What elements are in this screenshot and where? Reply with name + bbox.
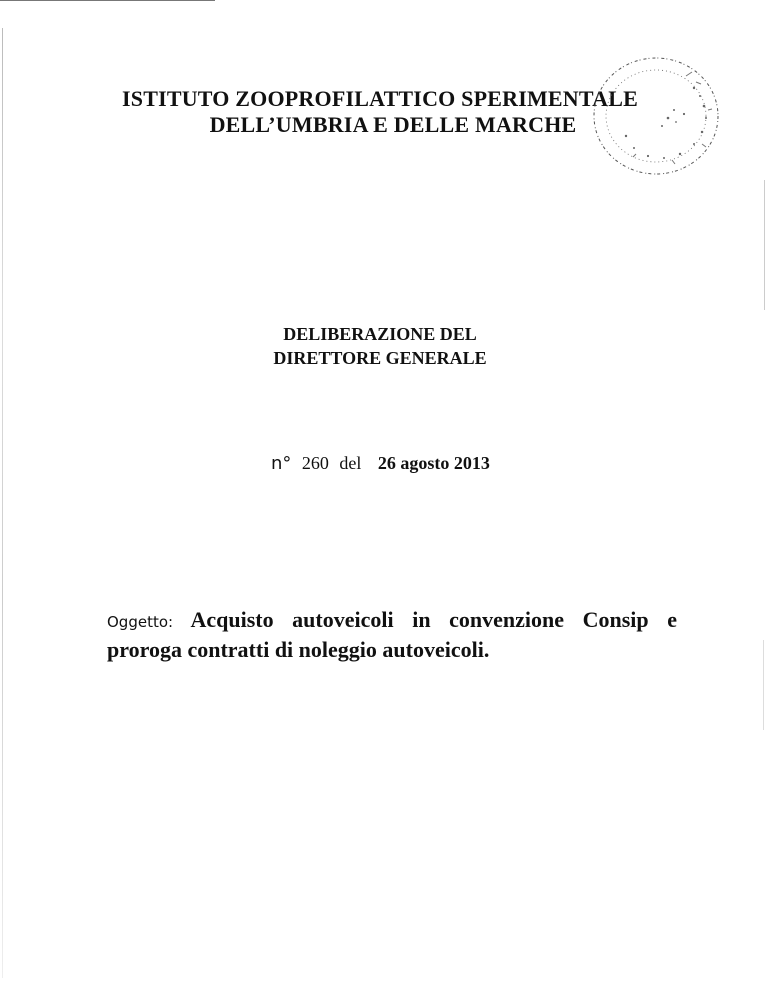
date-prefix-label: del	[339, 453, 362, 473]
institute-name-line1: ISTITUTO ZOOPROFILATTICO SPERIMENTALE	[122, 86, 638, 111]
document-title-line2: DIRETTORE GENERALE	[273, 348, 487, 368]
scan-border-top	[0, 0, 215, 1]
scan-border-right-lower	[763, 640, 764, 730]
subject-text: Acquisto autoveicoli in convenzione Consip e proroga contratti di noleggio autoveicoli.	[107, 607, 677, 662]
subject-paragraph	[107, 606, 677, 664]
scan-border-left	[2, 28, 3, 978]
deliberation-date: 26 agosto 2013	[377, 453, 490, 473]
document-title	[200, 322, 560, 370]
scan-border-right	[764, 180, 765, 310]
number-label: n°	[271, 453, 292, 474]
deliberation-number-line	[271, 453, 490, 474]
subject-label: Oggetto:	[107, 613, 174, 631]
document-title-line1: DELIBERAZIONE DEL	[283, 324, 477, 344]
deliberation-number: 260	[301, 453, 329, 473]
official-seal-stamp-icon	[576, 48, 726, 186]
institute-name-line2: DELL’UMBRIA E DELLE MARCHE	[209, 112, 577, 137]
